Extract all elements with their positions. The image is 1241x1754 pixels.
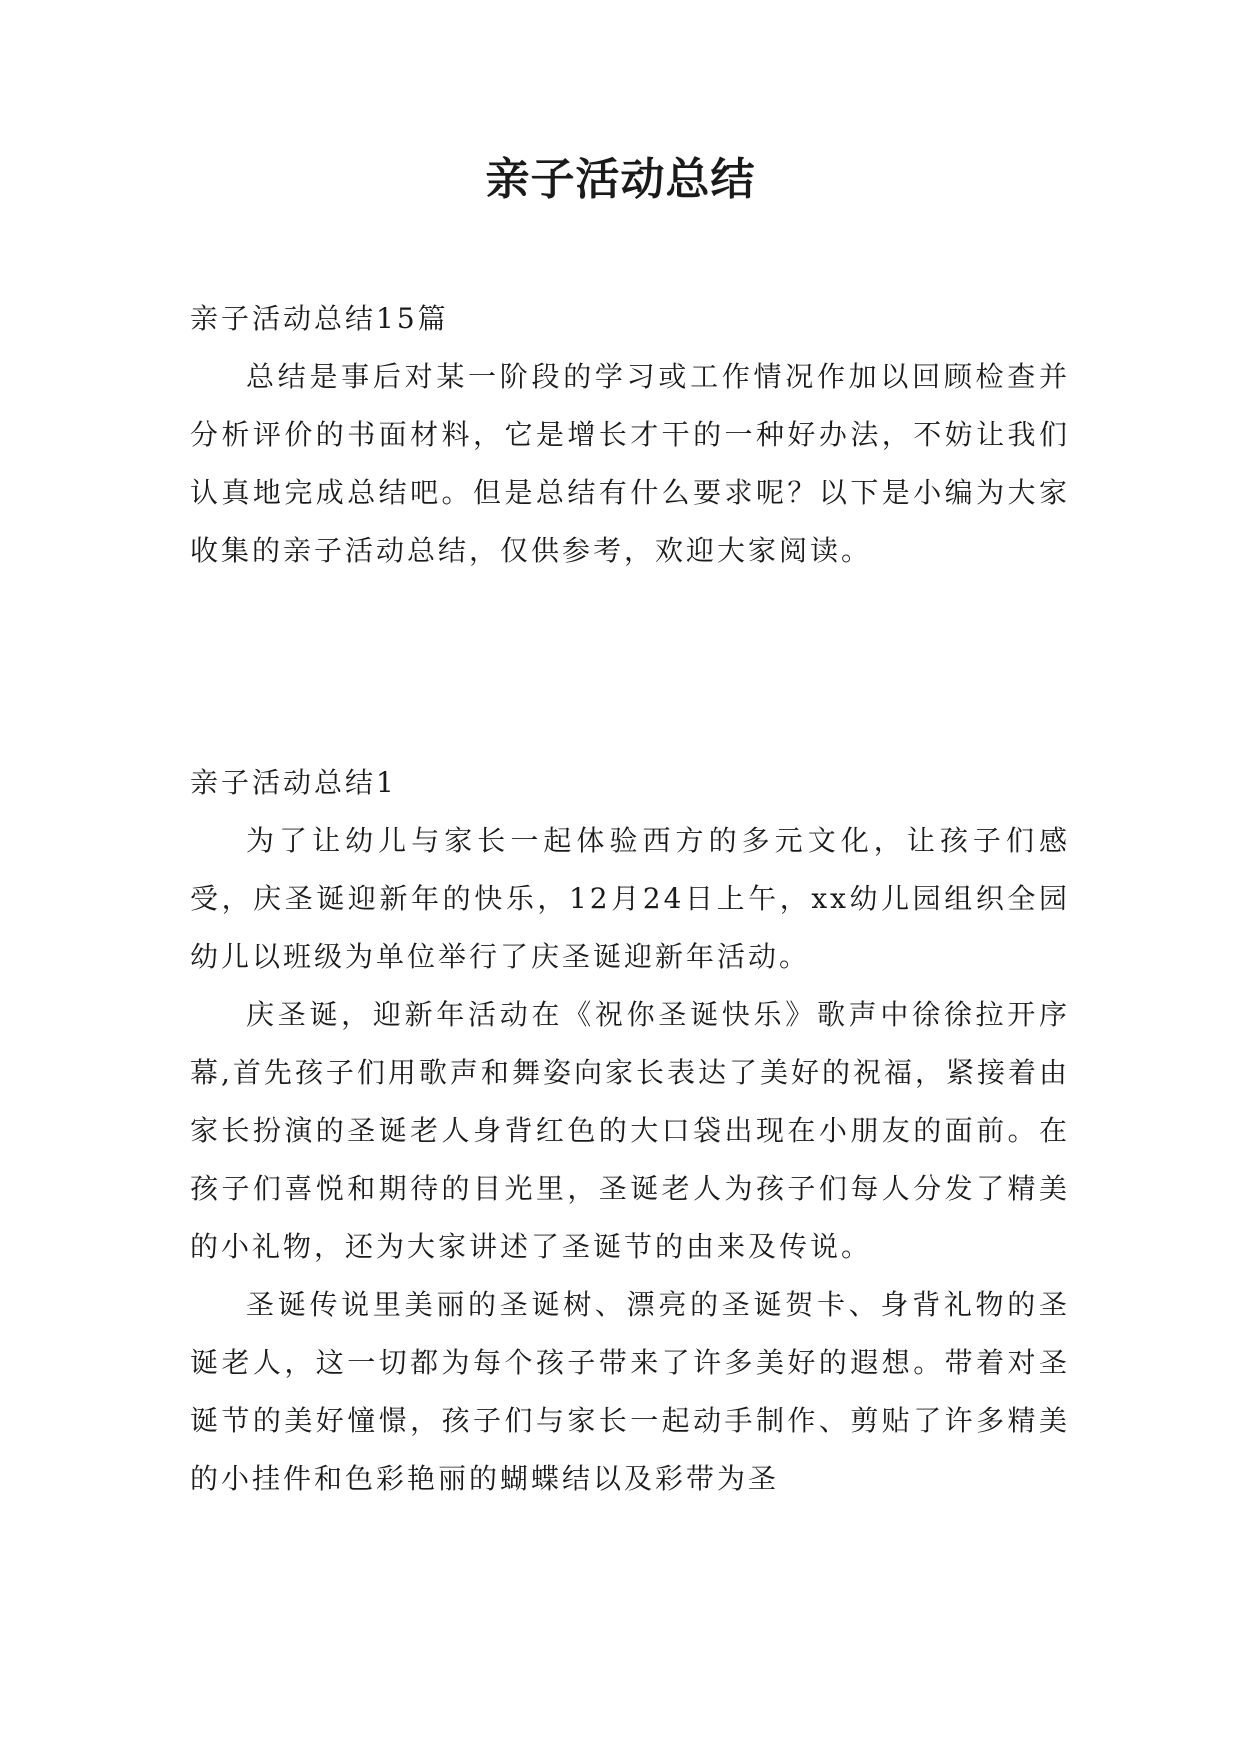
section-heading: 亲子活动总结1 — [190, 766, 397, 799]
document-subtitle: 亲子活动总结15篇 — [190, 302, 449, 335]
section-gap — [190, 580, 1070, 754]
body-paragraph: 圣诞传说里美丽的圣诞树、漂亮的圣诞贺卡、身背礼物的圣诞老人，这一切都为每个孩子带来了许多美好的遐想。带着对圣诞节的美好憧憬，孩子们与家长一起动手制作、剪贴了许多精美的小挂件和色彩艳丽的蝴蝶结以及彩带为圣 — [190, 1288, 1070, 1495]
document-title: 亲子活动总结 — [485, 154, 756, 205]
body-paragraph: 为了让幼儿与家长一起体验西方的多元文化，让孩子们感受，庆圣诞迎新年的快乐，12月24日上午，xx幼儿园组织全园幼儿以班级为单位举行了庆圣诞迎新年活动。 — [190, 824, 1070, 973]
document-body — [190, 290, 1070, 1508]
body-paragraph: 庆圣诞，迎新年活动在《祝你圣诞快乐》歌声中徐徐拉开序幕,首先孩子们用歌声和舞姿向家长表达了美好的祝福，紧接着由家长扮演的圣诞老人身背红色的大口袋出现在小朋友的面前。在孩子们喜悦和期待的目光里，圣诞老人为孩子们每人分发了精美的小礼物，还为大家讲述了圣诞节的由来及传说。 — [190, 998, 1070, 1263]
intro-paragraph: 总结是事后对某一阶段的学习或工作情况作加以回顾检查并分析评价的书面材料，它是增长才干的一种好办法，不妨让我们认真地完成总结吧。但是总结有什么要求呢？以下是小编为大家收集的亲子活动总结，仅供参考，欢迎大家阅读。 — [190, 360, 1070, 567]
